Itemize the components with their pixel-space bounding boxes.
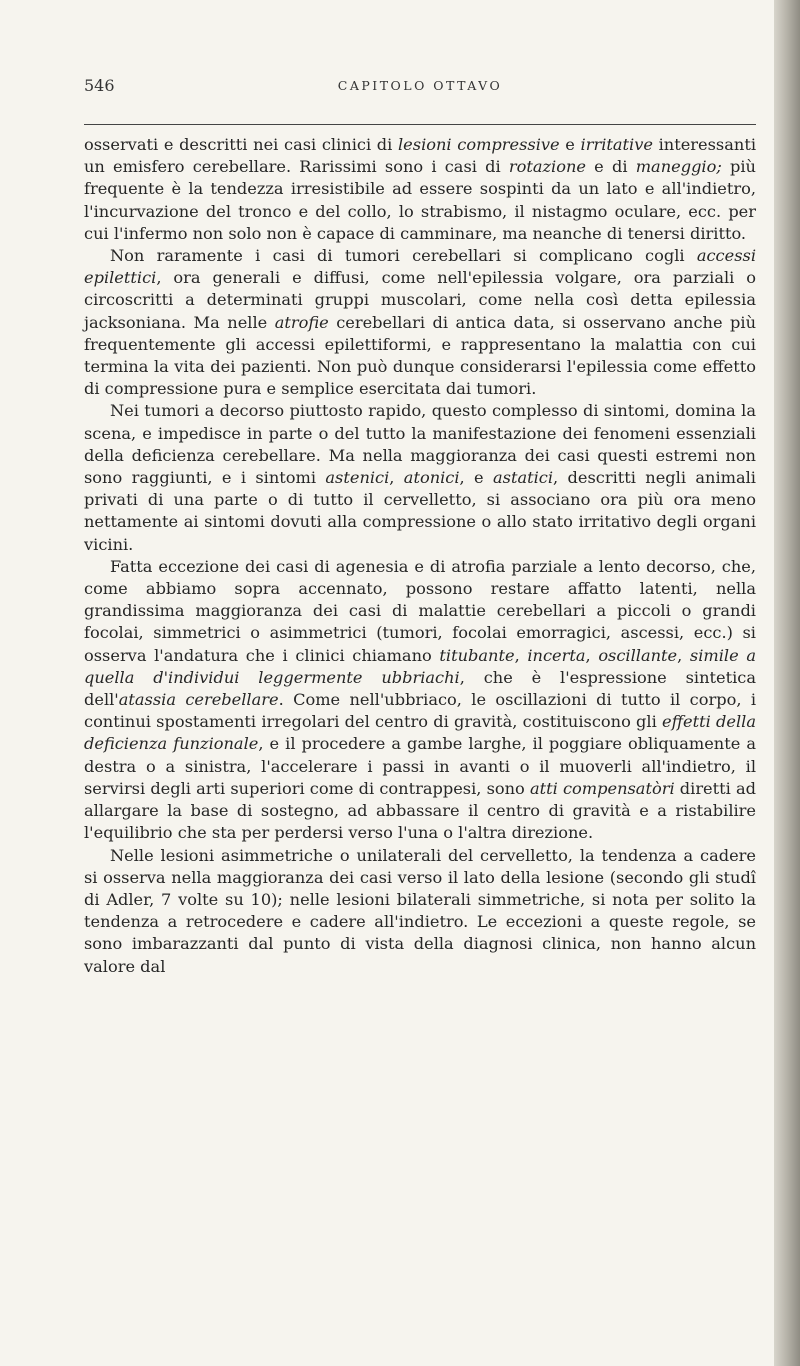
paragraph [84,845,756,978]
text-run: , e il procedere a gambe larghe, il poggiare obliquamente a destra o a sinistra, l'accelerare i passi in avanti o il muoverli all'indietro, il servirsi degli arti superiori come di contrappesi, sono [84,734,756,798]
text-run: , [514,645,528,665]
text-run: , che è l'espressione sintetica dell' [84,667,756,710]
text-run: Non raramente i casi di tumori cerebellari si complicano cogli [110,246,697,266]
italic-text: effetti della deficienza funzionale [84,712,756,754]
text-run: e di [585,157,636,177]
italic-text: atrofie [274,312,329,332]
body-text [84,134,756,978]
text-run: più frequente è la tendezza irresistibile ad essere sospinti da un lato e all'indietro, l'incurvazione del tronco e del collo, lo strabismo, il nistagmo oculare, ecc. per cui l'infermo non solo non è capace di camminare, ma neanche di tenersi diritto. [84,157,756,243]
italic-text: atti compensatòri [529,778,675,798]
italic-text: lesioni compressive [398,135,560,154]
text-run: diretti ad allargare la base di sostegno, ad abbassare il centro di gravità e a ristabilire l'equilibrio che sta per perdersi verso l'una o l'altra direzione. [84,778,756,843]
page-header [84,76,756,102]
text-run: Fatta eccezione dei casi di agenesia e di atrofia parziale a lento decorso, che, come abbiamo sopra accennato, possono restare affatto latenti, nella grandissima maggioranza dei casi di malattie cerebellari a piccoli o grandi focolai, simmetrici o asimmetrici (tumori, focolai emorragici, ascessi, ecc.) si osserva l'andatura che i clinici chiamano [84,556,756,665]
italic-text: titubante [439,645,515,665]
book-page-edge [774,0,800,1366]
text-run: , [389,468,404,488]
italic-text: atassia cerebellare [118,690,279,710]
text-run: , [677,645,690,665]
text-run: cerebellari di antica data, si osservano anche più frequentemente gli accessi epilettiformi, e rappresentano la malattia con cui termina la vita dei pazienti. Non può dunque considerarsi l'epilessia come effetto di compressione pura e semplice esercitata dai tumori. [84,312,756,399]
text-run: , [585,645,599,665]
text-run: osservati e descritti nei casi clinici di [84,135,398,154]
running-head: CAPITOLO OTTAVO [337,78,503,93]
text-run: interessanti un emisfero cerebellare. Rarissimi sono i casi di [84,135,756,177]
paragraph [84,134,756,245]
header-rule [84,124,756,125]
italic-text: astenici [325,468,390,488]
italic-text: simile a quella d'individui leggermente ubbriachi [84,645,756,687]
italic-text: maneggio; [635,157,722,177]
italic-text: atonici [403,468,460,488]
text-run: e [559,135,581,154]
italic-text: rotazione [508,157,586,177]
text-run: , descritti negli animali privati di una parte o di tutto il cervelletto, si associano ora più ora meno nettamente ai sintomi dovuti alla compressione o allo stato irritativo degli organi vicini. [84,468,756,554]
italic-text: astatici [492,468,554,488]
text-run: Nelle lesioni asimmetriche o unilaterali del cervelletto, la tendenza a cadere si osserva nella maggioranza dei casi verso il lato della lesione (secondo gli studî di Adler, 7 volte su 10); nelle lesioni bilaterali simmetriche, si nota per solito la tendenza a retrocedere e cadere all'indietro. Le eccezioni a queste regole, se sono imbarazzanti dal punto di vista della diagnosi clinica, non hanno alcun valore dal [84,845,756,976]
italic-text: incerta [527,645,586,665]
paragraph [84,556,756,845]
italic-text: oscillante [598,645,678,665]
text-run: , ora generali e diffusi, come nell'epilessia volgare, ora parziali o circoscritti a determinati gruppi muscolari, come nella così detta epilessia jacksoniana. Ma nelle [84,268,756,332]
text-run: Nei tumori a decorso piuttosto rapido, questo complesso di sintomi, domina la scena, e impedisce in parte o del tutto la manifestazione dei fenomeni essenziali della deficienza cerebellare. Ma nella maggioranza dei casi questi estremi non sono raggiunti, e i sintomi [84,401,756,488]
paragraph [84,245,756,400]
paragraph [84,400,756,555]
text-run: . Come nell'ubbriaco, le oscillazioni di tutto il corpo, i continui spostamenti irregolari del centro di gravità, costituiscono gli [84,690,757,732]
text-run: , e [459,468,493,488]
page-number: 546 [84,76,115,95]
italic-text: accessi epilettici [84,246,756,288]
italic-text: irritative [580,135,653,154]
